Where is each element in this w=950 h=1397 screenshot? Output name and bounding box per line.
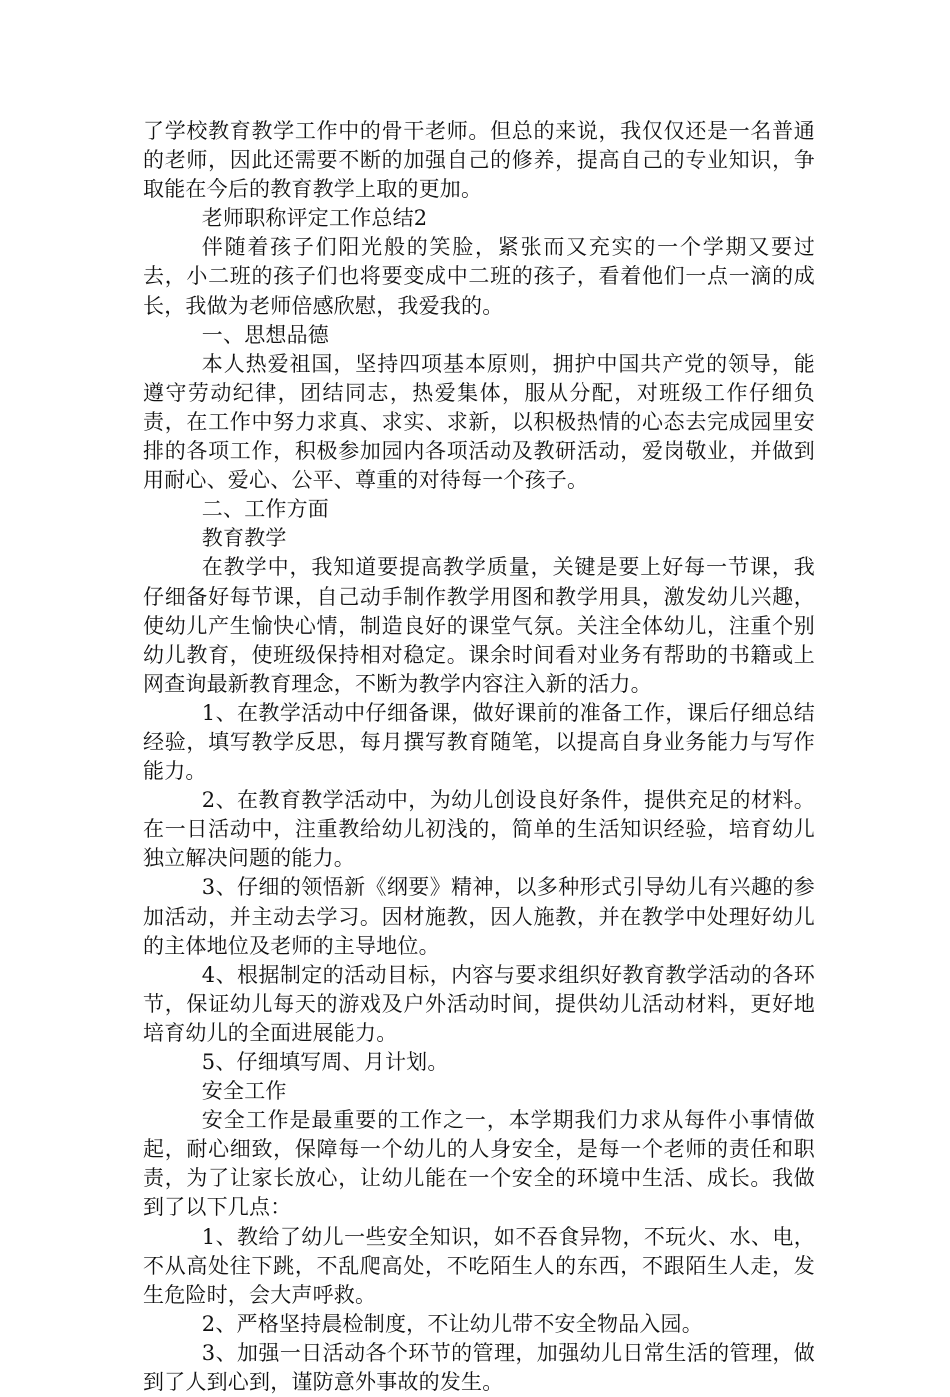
list-item-teaching-2: 2、在教育教学活动中，为幼儿创设良好条件，提供充足的材料。在一日活动中，注重教给幼儿初浅的，简单的生活知识经验，培育幼儿独立解决问题的能力。: [143, 788, 815, 871]
list-item-teaching-3: 3、仔细的领悟新《纲要》精神，以多种形式引导幼儿有兴趣的参加活动，并主动去学习。因材施教，因人施教，并在教学中处理好幼儿的主体地位及老师的主导地位。: [143, 875, 815, 958]
list-item-teaching-4: 4、根据制定的活动目标，内容与要求组织好教育教学活动的各环节，保证幼儿每天的游戏及户外活动时间，提供幼儿活动材料，更好地培育幼儿的全面进展能力。: [143, 962, 815, 1045]
list-item-teaching-5: 5、仔细填写周、月计划。: [201, 1050, 449, 1074]
paragraph-teaching: 在教学中，我知道要提高教学质量，关键是要上好每一节课，我仔细备好每节课，自己动手制作教学用图和教学用具，激发幼儿兴趣，使幼儿产生愉快心情，制造良好的课堂气氛。关注全体幼儿，注重个别幼儿教育，使班级保持相对稳定。课余时间看对业务有帮助的书籍或上网查询最新教育理念，不断为教学内容注入新的活力。: [143, 555, 815, 696]
subheading-teaching: 教育教学: [201, 526, 287, 551]
heading-ideology: 一、思想品德: [201, 322, 329, 347]
list-item-safety-2: 2、严格坚持晨检制度，不让幼儿带不安全物品入园。: [201, 1311, 703, 1336]
paragraph-safety: 安全工作是最重要的工作之一，本学期我们力求从每件小事情做起，耐心细致，保障每一个幼儿的人身安全，是每一个老师的责任和职责，为了让家长放心，让幼儿能在一个安全的环境中生活、成长。我做到了以下几点：: [143, 1108, 815, 1220]
paragraph-ideology: 本人热爱祖国，坚持四项基本原则，拥护中国共产党的领导，能遵守劳动纪律，团结同志，热爱集体，服从分配，对班级工作仔细负责，在工作中努力求真、求实、求新，以积极热情的心态去完成园里安排的各项工作，积极参加园内各项活动及教研活动，爱岗敬业，并做到用耐心、爱心、公平、尊重的对待每一个孩子。: [143, 351, 815, 493]
document-page: [143, 117, 815, 1397]
heading-work: 二、工作方面: [201, 497, 329, 522]
list-item-teaching-1: 1、在教学活动中仔细备课，做好课前的准备工作，课后仔细总结经验，填写教学反思，每月撰写教育随笔，以提高自身业务能力与写作能力。: [143, 700, 815, 784]
list-item-safety-3: 3、加强一日活动各个环节的管理，加强幼儿日常生活的管理，做到了人到心到，谨防意外事故的发生。: [143, 1340, 815, 1395]
subheading-safety: 安全工作: [201, 1079, 287, 1104]
paragraph-intro: 伴随着孩子们阳光般的笑脸，紧张而又充实的一个学期又要过去，小二班的孩子们也将要变成中二班的孩子，看着他们一点一滴的成长，我做为老师倍感欣慰，我爱我的。: [143, 235, 815, 318]
paragraph-continued-text: 了学校教育教学工作中的骨干老师。但总的来说，我仅仅还是一名普通的老师，因此还需要不断的加强自己的修养，提高自己的专业知识，争取能在今后的教育教学上取的更加。: [143, 119, 815, 202]
section-title: 老师职称评定工作总结2: [201, 206, 428, 231]
list-item-safety-1: 1、教给了幼儿一些安全知识，如不吞食异物，不玩火、水、电，不从高处往下跳，不乱爬高处，不吃陌生人的东西，不跟陌生人走，发生危险时，会大声呼救。: [143, 1224, 815, 1307]
